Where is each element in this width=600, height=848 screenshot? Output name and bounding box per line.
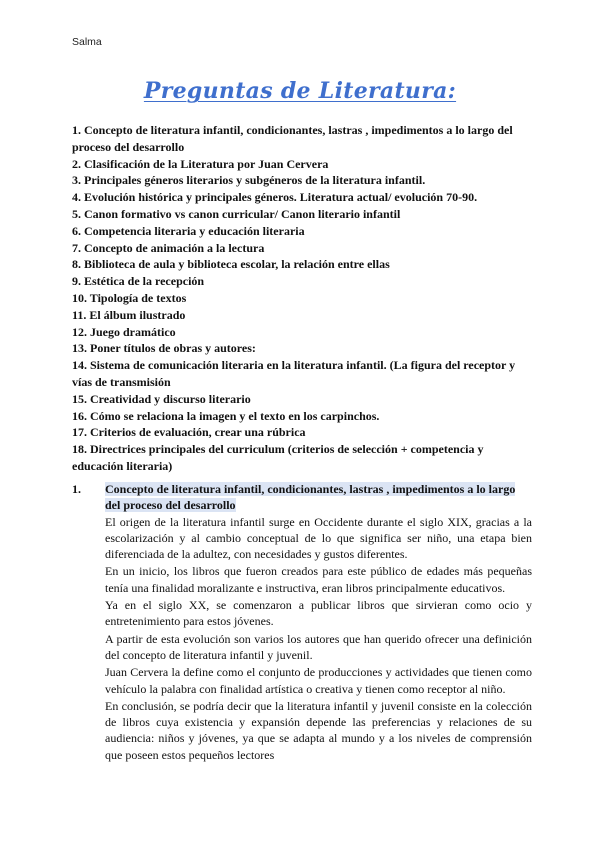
- question-item: 15. Creatividad y discurso literario: [72, 391, 251, 406]
- question-item: 12. Juego dramático: [72, 324, 176, 339]
- paragraph: A partir de esta evolución son varios los autores que han querido ofrecer una definición del concepto de literatura infantil y juvenil.: [105, 631, 532, 662]
- question-item: 11. El álbum ilustrado: [72, 307, 186, 322]
- question-item: 16. Cómo se relaciona la imagen y el texto en los carpinchos.: [72, 408, 380, 423]
- question-item: 6. Competencia literaria y educación literaria: [72, 223, 305, 238]
- question-item: 2. Clasificación de la Literatura por Juan Cervera: [72, 156, 329, 171]
- question-item: 3. Principales géneros literarios y subgéneros de la literatura infantil.: [72, 173, 426, 188]
- question-item: 5. Canon formativo vs canon curricular/ Canon literario infantil: [72, 206, 401, 221]
- question-item: 14. Sistema de comunicación literaria en la literatura infantil. (La figura del receptor y vías de transmisión: [72, 358, 516, 389]
- question-item: 18. Directrices principales del curriculum (criterios de selección + competencia y educación literaria): [72, 442, 484, 473]
- paragraph: Juan Cervera la define como el conjunto de producciones y actividades que tienen como vehículo la palabra con finalidad artística o creativa y tienen como receptor al niño.: [105, 665, 532, 696]
- paragraph: En conclusión, se podría decir que la literatura infantil y juvenil consiste en la colección de libros cuya existencia y expansión depende las preferencias y relaciones de su audiencia: niños y jóvenes, ya que se adapta al mundo y a los niveles de comprensión que poseen estos pequeños lectores: [105, 698, 532, 762]
- question-item: 17. Criterios de evaluación, crear una rúbrica: [72, 425, 306, 440]
- paragraph: Ya en el siglo XX, se comenzaron a publicar libros que sirvieran como ocio y entretenimiento para estos jóvenes.: [105, 598, 532, 629]
- question-item: 8. Biblioteca de aula y biblioteca escolar, la relación entre ellas: [72, 257, 390, 272]
- section-body: [105, 514, 532, 763]
- question-item: 1. Concepto de literatura infantil, condicionantes, lastras , impedimentos a lo largo del proceso del desarrollo: [72, 123, 513, 154]
- paragraph: En un inicio, los libros que fueron creados para este público de edades más pequeñas tenía una finalidad moralizante e instructiva, eran libros principalmente educativos.: [105, 564, 532, 595]
- question-item: 4. Evolución histórica y principales géneros. Literatura actual/ evolución 70-90.: [72, 190, 478, 205]
- section-title: Concepto de literatura infantil, condicionantes, lastras , impedimentos a lo largo del proceso del desarrollo: [105, 482, 516, 513]
- question-item: 7. Concepto de animación a la lectura: [72, 240, 265, 255]
- paragraph: El origen de la literatura infantil surge en Occidente durante el siglo XIX, gracias a la escolarización y al cambio conceptual de lo que significa ser niño, una etapa bien diferenciada de la adultez, con necesidades y gustos diferentes.: [105, 514, 532, 562]
- document-title: Preguntas de Literatura:: [143, 78, 457, 104]
- answer-section-1: [72, 481, 532, 764]
- question-item: 10. Tipología de textos: [72, 290, 187, 305]
- section-number: 1.: [72, 482, 81, 496]
- author-name: Salma: [72, 36, 102, 48]
- questions-list: [72, 122, 532, 475]
- question-item: 9. Estética de la recepción: [72, 274, 205, 289]
- section-heading: [72, 481, 532, 514]
- question-item: 13. Poner títulos de obras y autores:: [72, 341, 256, 356]
